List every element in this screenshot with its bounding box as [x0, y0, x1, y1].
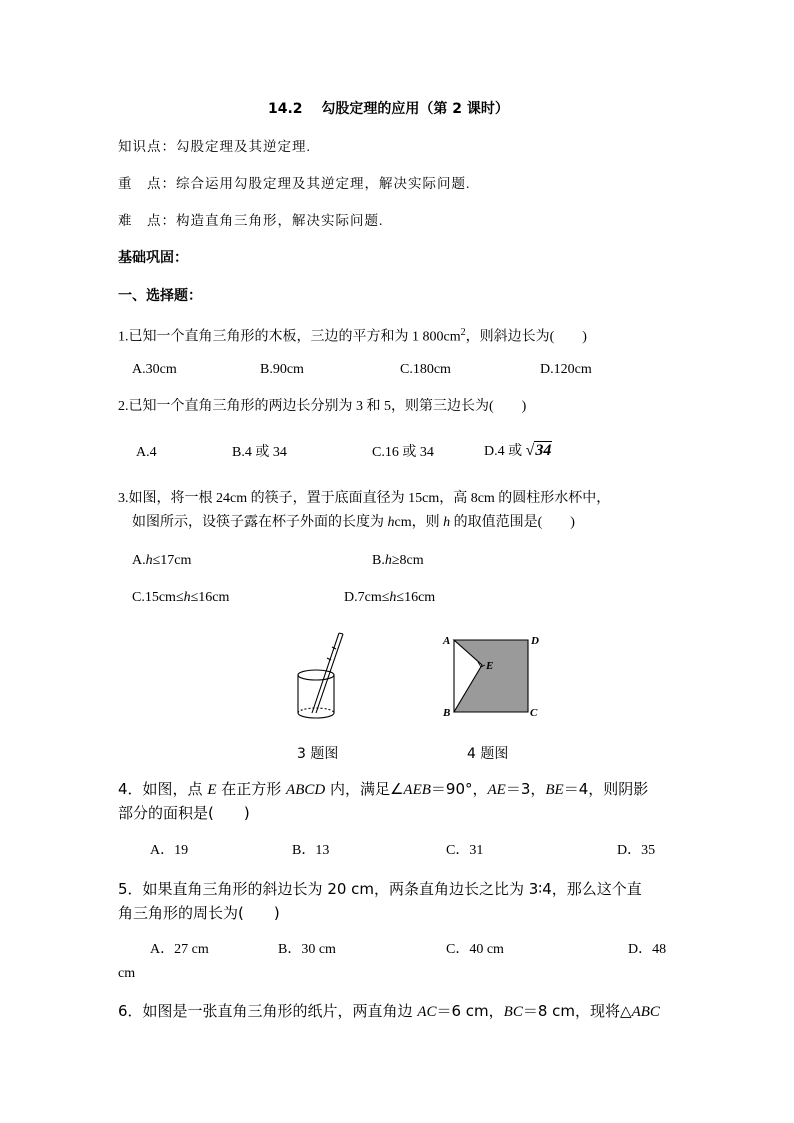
- q4-option-d: D．35: [617, 843, 656, 858]
- q4-line1-c: 内，满足∠: [325, 780, 404, 798]
- q3-line2-b: cm，则: [394, 515, 444, 530]
- q4-var-E: E: [207, 782, 217, 798]
- q2-option-d: [484, 442, 552, 461]
- q1-option-a: A.30cm: [132, 362, 177, 377]
- q1-superscript: 2: [460, 327, 466, 338]
- q2-option-d-radicand: 34: [535, 442, 552, 459]
- q3-var-h: h: [387, 515, 395, 530]
- q2-option-c: C.16 或 34: [372, 445, 434, 460]
- intro-difficulty: [118, 212, 383, 230]
- q2-stem: 2.已知一个直角三角形的两边长分别为 3 和 5，则第三边长为( ): [118, 399, 527, 414]
- q4-var-AE: AE: [487, 782, 506, 798]
- q3-line2-c: 的取值范围是( ): [450, 515, 575, 530]
- sqrt-sign-icon: √: [525, 442, 535, 459]
- q4-option-b: B．13: [292, 843, 330, 858]
- q3-option-d-var: h: [389, 590, 397, 605]
- q3-option-b: [372, 552, 424, 570]
- q4-line1-b: 在正方形: [216, 780, 287, 798]
- q3-line2-a: 如图所示，设筷子露在杯子外面的长度为: [132, 515, 388, 530]
- vertex-D-label: D: [531, 635, 539, 647]
- q2-option-b: B.4 或 34: [232, 445, 287, 460]
- intro-knowledge-label: 知识点：: [118, 139, 176, 154]
- q6-line1-b: ＝6 cm，: [436, 1002, 504, 1020]
- vertex-C-label: C: [530, 707, 538, 719]
- q4-line2: 部分的面积是( ): [118, 804, 250, 822]
- q3-option-b-prefix: B.: [372, 553, 385, 568]
- q4-line1-a: 4．如图，点: [118, 780, 208, 798]
- shaded-region: [454, 640, 528, 712]
- q1-stem-a: 1.已知一个直角三角形的木板，三边的平方和为 1 800cm: [118, 329, 461, 345]
- q5-option-a: A．27 cm: [150, 942, 209, 957]
- q5-option-b: B．30 cm: [278, 942, 336, 957]
- q4-line1-d: ＝90°，: [430, 780, 488, 798]
- figure-3-caption: 3 题图: [297, 746, 339, 762]
- q3-var-h-2: h: [443, 515, 451, 530]
- q3-option-a-prefix: A.: [132, 553, 146, 568]
- q4-line1: [118, 780, 648, 799]
- figure-4-caption: 4 题图: [467, 746, 509, 762]
- section-basic: 基础巩固：: [118, 250, 188, 266]
- chopstick-top: [339, 633, 343, 634]
- q1-stem-b: ，则斜边长为( ): [465, 329, 587, 345]
- q3-line1: 3.如图，将一根 24cm 的筷子，置于底面直径为 15cm，高 8cm 的圆柱形水杯中，: [118, 491, 611, 506]
- q4-option-a: A．19: [150, 843, 189, 858]
- q5-option-d-wrap: cm: [118, 966, 136, 981]
- q3-line2: [132, 514, 575, 532]
- q4-var-BE: BE: [545, 782, 564, 798]
- cup-chopstick-figure: [290, 625, 370, 725]
- q2-option-d-prefix: D.4 或: [484, 444, 526, 459]
- q1-option-b: B.90cm: [260, 362, 304, 377]
- q3-option-b-suffix: ≥8cm: [391, 553, 424, 568]
- q5-option-c: C．40 cm: [446, 942, 504, 957]
- q6-var-AC: AC: [417, 1004, 437, 1020]
- q5-option-d: D．48: [628, 942, 667, 957]
- q3-option-a-var: h: [145, 553, 153, 568]
- vertex-B-label: B: [443, 707, 451, 719]
- cup-bottom: [298, 713, 334, 718]
- q4-line1-e: ＝3，: [505, 780, 546, 798]
- q3-option-b-var: h: [384, 553, 392, 568]
- q4-var-ABCD: ABCD: [286, 782, 326, 798]
- point-E-label: E: [486, 660, 494, 672]
- chopstick-right-edge: [316, 634, 343, 713]
- q4-var-AEB: AEB: [403, 782, 431, 798]
- q6-var-ABC: ABC: [631, 1004, 660, 1020]
- q3-option-c-prefix: C.15cm≤: [132, 590, 184, 605]
- q2-option-a: A.4: [136, 445, 157, 460]
- q3-option-d: [344, 589, 435, 607]
- q3-option-c: [132, 589, 229, 607]
- intro-difficulty-text: 构造直角三角形，解决实际问题.: [176, 213, 384, 228]
- q1-stem: [118, 324, 587, 347]
- section-choice: 一、选择题：: [118, 288, 202, 304]
- vertex-A-label: A: [443, 635, 451, 647]
- intro-knowledge-text: 勾股定理及其逆定理.: [176, 139, 311, 154]
- q4-option-c: C．31: [446, 843, 484, 858]
- q6-line1: [118, 1002, 660, 1021]
- chopstick-left-edge: [312, 633, 339, 713]
- intro-key-text: 综合运用勾股定理及其逆定理，解决实际问题.: [176, 176, 471, 191]
- q6-var-BC: BC: [503, 1004, 523, 1020]
- q4-line1-f: ＝4，则阴影: [563, 780, 649, 798]
- q6-line1-c: ＝8 cm，现将△: [522, 1002, 632, 1020]
- intro-key-point: [118, 175, 470, 193]
- q5-line1: 5．如果直角三角形的斜边长为 20 cm，两条直角边长之比为 3∶4，那么这个直: [118, 880, 642, 898]
- intro-difficulty-label: 难 点：: [118, 213, 176, 228]
- q3-option-d-suffix: ≤16cm: [396, 590, 436, 605]
- page-title: 14.2 勾股定理的应用（第 2 课时）: [268, 101, 509, 117]
- q1-option-c: C.180cm: [400, 362, 451, 377]
- q3-option-a: [132, 552, 191, 570]
- q3-option-d-prefix: D.7cm≤: [344, 590, 390, 605]
- square-figure: [442, 634, 542, 724]
- q6-line1-a: 6．如图是一张直角三角形的纸片，两直角边: [118, 1002, 418, 1020]
- intro-knowledge: [118, 138, 311, 156]
- q3-option-a-suffix: ≤17cm: [152, 553, 192, 568]
- q1-option-d: D.120cm: [540, 362, 592, 377]
- intro-key-label: 重 点：: [118, 176, 176, 191]
- q3-option-c-suffix: ≤16cm: [190, 590, 230, 605]
- q5-line2: 角三角形的周长为( ): [118, 904, 280, 922]
- q3-option-c-var: h: [183, 590, 191, 605]
